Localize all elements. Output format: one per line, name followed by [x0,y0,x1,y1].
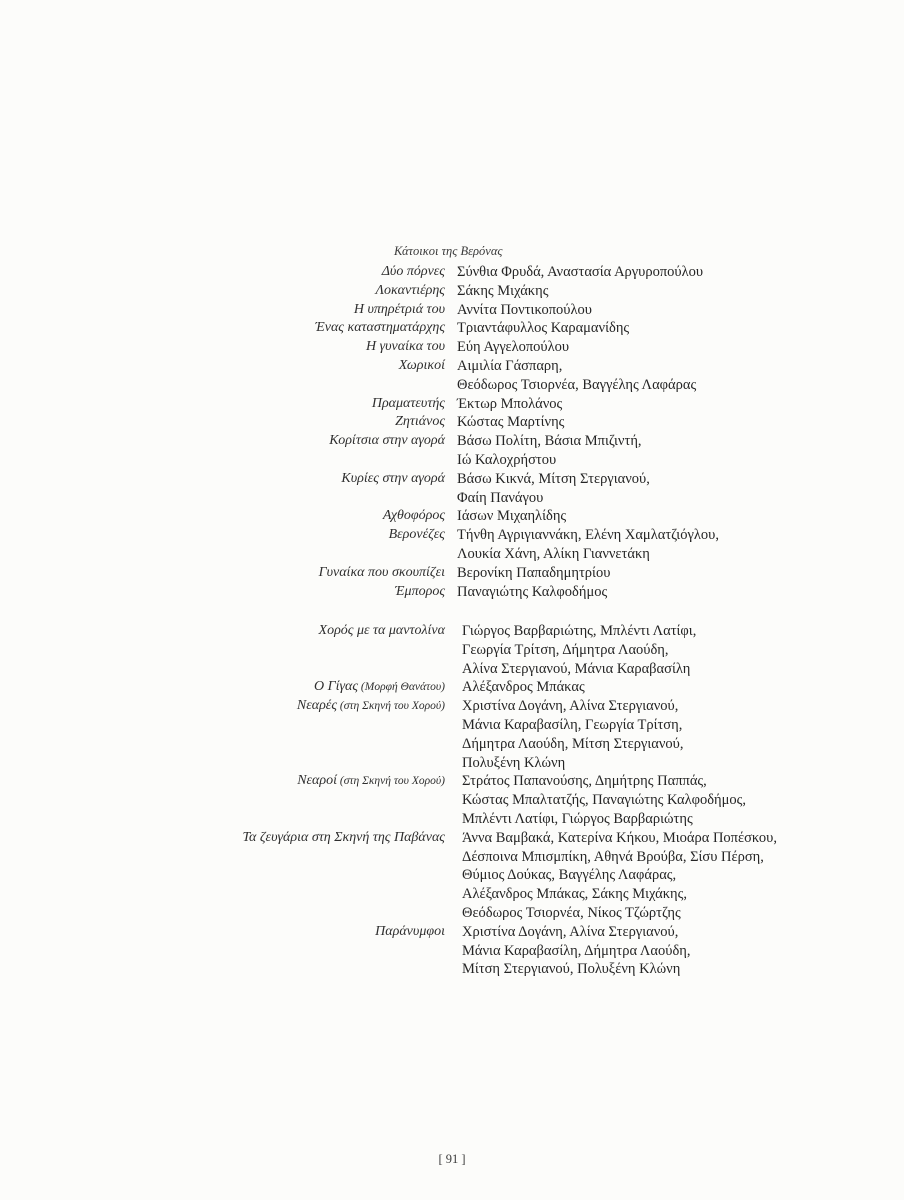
role-name: Η υπηρέτριά του [353,301,445,317]
page-number: [ 91 ] [438,1152,466,1166]
performer-names [457,301,592,320]
performer-line: Αλίνα Στεργιανού, Μάνια Καραβασίλη [462,660,691,677]
cast-entry [0,526,904,564]
role-name: Γυναίκα που σκουπίζει [318,564,445,580]
performer-names [457,357,696,395]
performer-line: Θύμιος Δούκας, Βαγγέλης Λαφάρας, [462,867,677,884]
role-label [395,413,445,432]
role-label [375,282,445,301]
cast-entry [0,319,904,338]
role-name: Παράνυμφοι [375,923,445,939]
role-label [383,507,445,526]
performer-names [457,338,569,357]
role-name: Τα ζευγάρια στη Σκηνή της Παβάνας [242,829,445,845]
role-name: Βερονέζες [388,527,445,543]
performer-names [457,319,629,338]
role-label [366,338,445,357]
role-qualifier: (στη Σκηνή του Χορού) [337,775,445,788]
role-label [372,395,445,414]
role-name: Πραματευτής [371,395,445,411]
role-label [243,829,445,848]
role-label [395,583,445,602]
performer-line: Τριαντάφυλλος Καραμανίδης [457,320,630,337]
performer-names [462,923,691,979]
performer-line: Φαίη Πανάγου [457,489,544,506]
performer-line: Αννίτα Ποντικοπούλου [457,301,592,318]
performer-line: Μάνια Καραβασίλη, Γεωργία Τρίτση, [462,716,683,733]
cast-entry [0,357,904,395]
role-name: Κορίτσια στην αγορά [329,433,445,449]
cast-entry [0,772,904,828]
performer-names [457,413,564,432]
role-label [382,263,445,282]
performer-names [457,263,703,282]
performer-line: Μπλέντι Λατίφι, Γιώργος Βαρβαριώτης [462,810,693,827]
performer-line: Δήμητρα Λαούδη, Μίτση Στεργιανού, [462,735,684,752]
performer-line: Μίτση Στεργιανού, Πολυξένη Κλώνη [462,961,681,978]
cast-group-residents [0,263,904,601]
role-qualifier: (Μορφή Θανάτου) [358,681,445,694]
role-label [375,923,445,942]
performer-names [457,564,610,583]
performer-line: Ιώ Καλοχρήστου [457,451,557,468]
cast-entry [0,697,904,772]
performer-names [457,282,548,301]
performer-names [462,622,696,678]
performer-line: Τήνθη Αγριγιαννάκη, Ελένη Χαμλατζιόγλου, [457,527,719,544]
section-heading: Κάτοικοι της Βερόνας [394,244,503,258]
cast-entry [0,301,904,320]
role-name: Ένας καταστηματάρχης [315,320,445,336]
cast-entry [0,564,904,583]
performer-names [457,583,607,602]
cast-entry [0,282,904,301]
performer-names [462,697,683,772]
cast-entry [0,413,904,432]
performer-line: Αλέξανδρος Μπάκας [462,679,585,696]
cast-entry [0,338,904,357]
performer-line: Ιάσων Μιχαηλίδης [457,508,567,525]
performer-line: Πολυξένη Κλώνη [462,754,566,771]
performer-line: Βάσω Κικνά, Μίτση Στεργιανού, [457,470,650,487]
performer-line: Αλέξανδρος Μπάκας, Σάκης Μιχάκης, [462,886,687,903]
performer-line: Κώστας Μαρτίνης [457,414,565,431]
cast-entry [0,923,904,979]
performer-line: Δέσποινα Μπισμπίκη, Αθηνά Βρούβα, Σίσυ Πέρση, [462,848,764,865]
performer-line: Στράτος Παπανούσης, Δημήτρης Παππάς, [462,773,707,790]
role-label [314,678,445,697]
cast-entry [0,395,904,414]
cast-group-dances [0,622,904,979]
role-label [297,697,445,716]
role-name: Λοκαντιέρης [375,282,445,298]
performer-names [457,507,566,526]
performer-line: Βερονίκη Παπαδημητρίου [457,564,611,581]
role-label [354,301,445,320]
role-label [389,526,445,545]
performer-names [457,470,650,508]
performer-line: Γιώργος Βαρβαριώτης, Μπλέντι Λατίφι, [462,623,697,639]
cast-entry [0,583,904,602]
performer-line: Σύνθια Φρυδά, Αναστασία Αργυροπούλου [457,264,704,280]
role-label [329,432,445,451]
role-label [315,319,445,338]
performer-line: Βάσω Πολίτη, Βάσια Μπιζιντή, [457,433,642,450]
role-name: Νεαροί [297,773,337,789]
performer-line: Κώστας Μπαλτατζής, Παναγιώτης Καλφοδήμος, [462,792,747,809]
performer-names [462,772,746,828]
cast-entry [0,829,904,923]
performer-line: Θεόδωρος Τσιορνέα, Νίκος Τζώρτζης [462,904,681,921]
role-name: Η γυναίκα του [365,339,445,355]
role-name: Ζητιάνος [395,414,445,430]
performer-names [462,829,777,923]
cast-entry [0,678,904,697]
role-label [319,564,445,583]
performer-line: Παναγιώτης Καλφοδήμος [457,583,608,600]
role-name: Ο Γίγας [314,679,359,695]
performer-line: Μάνια Καραβασίλη, Δήμητρα Λαούδη, [462,942,691,959]
performer-line: Εύη Αγγελοπούλου [457,339,570,356]
role-name: Έμπορος [395,583,445,599]
performer-line: Σάκης Μιχάκης [457,282,549,299]
performer-line: Χριστίνα Δογάνη, Αλίνα Στεργιανού, [462,923,679,940]
cast-entry [0,432,904,470]
role-label [399,357,445,376]
performer-line: Άννα Βαμβακά, Κατερίνα Κήκου, Μιοάρα Ποπέσκου, [462,829,777,846]
performer-line: Αιμιλία Γάσπαρη, [457,357,563,374]
role-name: Νεαρές [296,698,337,714]
role-name: Αχθοφόρος [382,508,445,524]
performer-line: Έκτωρ Μπολάνος [457,395,563,412]
role-label [341,470,445,489]
performer-names [457,432,642,470]
role-qualifier: (στη Σκηνή του Χορού) [337,700,445,713]
performer-names [457,395,562,414]
role-name: Χορός με τα μαντολίνα [318,623,445,638]
performer-line: Λουκία Χάνη, Αλίκη Γιαννετάκη [457,545,650,562]
role-name: Κυρίες στην αγορά [341,470,445,486]
performer-names [462,678,585,697]
performer-names [457,526,719,564]
performer-line: Γεωργία Τρίτση, Δήμητρα Λαούδη, [462,641,669,658]
cast-entry [0,470,904,508]
performer-line: Θεόδωρος Τσιορνέα, Βαγγέλης Λαφάρας [457,376,697,393]
role-name: Δύο πόρνες [381,264,445,279]
cast-entry [0,263,904,282]
role-label [319,622,445,641]
cast-entry [0,507,904,526]
performer-line: Χριστίνα Δογάνη, Αλίνα Στεργιανού, [462,698,679,715]
role-name: Χωρικοί [398,357,445,373]
cast-entry [0,622,904,678]
role-label [297,772,445,791]
